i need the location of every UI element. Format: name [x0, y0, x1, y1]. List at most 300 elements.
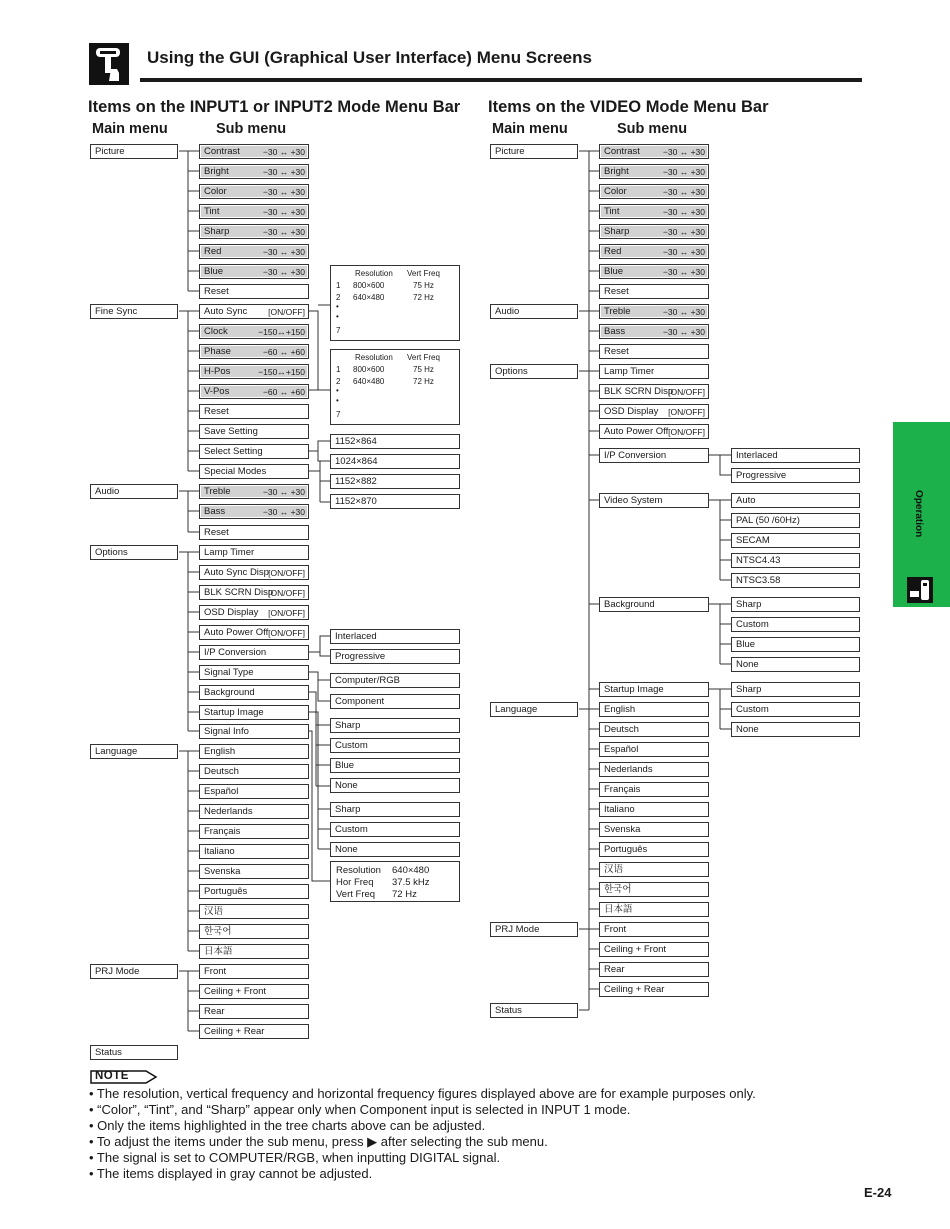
menu-item-label: 日本語	[604, 904, 633, 915]
menu-item-box	[599, 204, 709, 219]
resolution-column-label: Resolution	[355, 269, 393, 278]
menu-item-box	[731, 597, 860, 612]
menu-item-label: 日本語	[204, 946, 233, 957]
menu-item-label: H-Pos	[204, 366, 231, 377]
menu-item-range: −30 ↔ +30	[262, 167, 305, 177]
menu-item-label: Blue	[736, 639, 756, 650]
menu-item-box	[199, 1024, 309, 1039]
menu-item-label: Nederlands	[204, 806, 253, 817]
menu-item-label: None	[736, 659, 759, 670]
menu-item-box	[199, 444, 309, 459]
row-index: 7	[336, 410, 341, 419]
row-index: 2	[336, 377, 341, 386]
menu-item-range: −30 ↔ +30	[662, 187, 705, 197]
menu-item-box	[599, 982, 709, 997]
menu-item-box	[199, 864, 309, 879]
signal-info-box	[330, 861, 460, 902]
menu-item-label: I/P Conversion	[604, 450, 667, 461]
menu-item-label: Background	[204, 687, 255, 698]
menu-item-box	[90, 744, 178, 759]
menu-item-box	[599, 962, 709, 977]
note-item: • The signal is set to COMPUTER/RGB, when inputting DIGITAL signal.	[89, 1150, 501, 1165]
menu-item-label: Français	[204, 826, 241, 837]
menu-item-box	[731, 702, 860, 717]
resolution-value: 640×480	[353, 293, 385, 302]
menu-item-label: Video System	[604, 495, 663, 506]
note-item: • “Color”, “Tint”, and “Sharp” appear only when Component input is selected in INPUT 1 mode.	[89, 1102, 631, 1117]
menu-item-label: Language	[95, 746, 138, 757]
menu-item-box	[731, 553, 860, 568]
menu-item-label: Tint	[204, 206, 220, 217]
menu-item-box	[90, 144, 178, 159]
menu-item-box	[199, 984, 309, 999]
menu-item-label: Special Modes	[204, 466, 267, 477]
signal-info-label: Hor Freq	[336, 877, 374, 888]
menu-item-label: Português	[604, 844, 648, 855]
menu-item-label: Bright	[604, 166, 629, 177]
menu-item-box	[599, 493, 709, 508]
menu-item-label: Blue	[204, 266, 224, 277]
menu-item-box	[90, 545, 178, 560]
menu-item-label: Lamp Timer	[604, 366, 655, 377]
menu-item-label: None	[335, 844, 358, 855]
menu-item-box	[199, 384, 309, 399]
menu-item-label: Computer/RGB	[335, 675, 400, 686]
menu-item-label: Interlaced	[335, 631, 377, 642]
note-list	[89, 1086, 756, 1182]
signal-info-value: 37.5 kHz	[392, 877, 430, 888]
menu-item-box	[330, 494, 460, 509]
menu-item-label: Reset	[204, 286, 229, 297]
menu-item-box	[599, 164, 709, 179]
menu-item-box	[199, 164, 309, 179]
menu-item-range: −30 ↔ +30	[262, 207, 305, 217]
menu-item-box	[330, 778, 460, 793]
menu-item-box	[199, 705, 309, 720]
menu-item-label: Audio	[495, 306, 520, 317]
menu-item-box	[199, 404, 309, 419]
menu-item-box	[330, 649, 460, 664]
menu-item-label: Sharp	[335, 720, 361, 731]
menu-item-box	[199, 284, 309, 299]
menu-item-label: Treble	[604, 306, 631, 317]
menu-item-label: Background	[604, 599, 655, 610]
menu-item-box	[330, 629, 460, 644]
menu-item-box	[199, 224, 309, 239]
menu-item-range: −150↔+150	[258, 327, 305, 337]
menu-item-box	[199, 525, 309, 540]
menu-item-label: Red	[604, 246, 622, 257]
menu-item-label: Auto	[736, 495, 756, 506]
menu-item-label: English	[204, 746, 236, 757]
menu-item-box	[199, 924, 309, 939]
menu-item-box	[599, 424, 709, 439]
signal-info-label: Vert Freq	[336, 889, 376, 900]
menu-item-range: −30 ↔ +30	[262, 247, 305, 257]
menu-item-range: [ON/OFF]	[668, 407, 705, 417]
menu-item-label: 汉语	[604, 864, 624, 875]
ellipsis-dot: •	[336, 312, 339, 321]
menu-item-range: −30 ↔ +30	[662, 227, 705, 237]
vert-freq-column-label: Vert Freq	[407, 269, 440, 278]
menu-item-box	[330, 802, 460, 817]
left-section-title: Items on the INPUT1 or INPUT2 Mode Menu Bar	[88, 98, 461, 116]
menu-item-label: Picture	[95, 146, 125, 157]
menu-item-label: Language	[495, 704, 538, 715]
menu-item-box	[599, 244, 709, 259]
menu-item-box	[599, 597, 709, 612]
menu-item-label: Deutsch	[204, 766, 239, 777]
menu-item-label: I/P Conversion	[204, 647, 267, 658]
menu-item-label: Progressive	[736, 470, 787, 481]
menu-item-box	[90, 484, 178, 499]
menu-item-label: Custom	[335, 740, 368, 751]
menu-item-box	[199, 585, 309, 600]
menu-item-label: OSD Display	[204, 607, 259, 618]
menu-item-label: 1024×864	[335, 456, 378, 467]
menu-item-box	[90, 964, 178, 979]
menu-item-label: Startup Image	[204, 707, 264, 718]
menu-item-label: 汉语	[204, 906, 224, 917]
menu-item-box	[490, 144, 578, 159]
page-number: E-24	[864, 1185, 892, 1200]
menu-item-box	[199, 645, 309, 660]
menu-item-label: Français	[604, 784, 641, 795]
vert-freq-value: 75 Hz	[413, 365, 434, 374]
menu-item-box	[199, 344, 309, 359]
menu-item-box	[199, 625, 309, 640]
menu-item-box	[599, 448, 709, 463]
menu-item-box	[199, 605, 309, 620]
menu-item-box	[199, 504, 309, 519]
menu-item-label: NTSC4.43	[736, 555, 781, 566]
menu-item-box	[490, 922, 578, 937]
menu-item-label: Auto Power Off	[604, 426, 669, 437]
menu-item-box	[731, 682, 860, 697]
menu-item-label: Contrast	[604, 146, 640, 157]
menu-item-box	[199, 724, 309, 739]
menu-item-box	[599, 762, 709, 777]
menu-item-range: −30 ↔ +30	[662, 327, 705, 337]
menu-item-box	[199, 304, 309, 319]
menu-item-box	[330, 758, 460, 773]
resolution-value: 800×600	[353, 281, 385, 290]
menu-item-box	[199, 1004, 309, 1019]
menu-item-box	[199, 184, 309, 199]
menu-item-box	[199, 744, 309, 759]
menu-item-label: Color	[204, 186, 227, 197]
menu-item-box	[731, 468, 860, 483]
menu-item-range: −60 ↔ +60	[262, 387, 305, 397]
signal-info-label: Resolution	[336, 865, 381, 876]
menu-item-label: Auto Power Off	[204, 627, 269, 638]
menu-item-label: Options	[95, 547, 128, 558]
menu-item-box	[199, 264, 309, 279]
menu-item-label: Front	[204, 966, 227, 977]
menu-item-box	[90, 304, 178, 319]
note-item: • To adjust the items under the sub menu, press ▶ after selecting the sub menu.	[89, 1134, 548, 1149]
menu-item-label: Interlaced	[736, 450, 778, 461]
menu-item-label: OSD Display	[604, 406, 659, 417]
menu-item-label: Español	[604, 744, 639, 755]
menu-item-label: Svenska	[604, 824, 641, 835]
menu-item-box	[731, 637, 860, 652]
menu-item-label: Select Setting	[204, 446, 263, 457]
menu-item-range: −30 ↔ +30	[262, 227, 305, 237]
menu-item-box	[490, 702, 578, 717]
ellipsis-dot: •	[336, 386, 339, 395]
menu-item-box	[599, 822, 709, 837]
menu-item-range: −30 ↔ +30	[262, 487, 305, 497]
menu-item-label: Bass	[204, 506, 226, 517]
menu-item-label: Italiano	[604, 804, 635, 815]
menu-item-range: [ON/OFF]	[668, 387, 705, 397]
menu-item-range: −30 ↔ +30	[262, 187, 305, 197]
menu-item-label: Save Setting	[204, 426, 258, 437]
note-item: • The resolution, vertical frequency and horizontal frequency figures displayed above are for example purposes only.	[89, 1086, 756, 1101]
resolution-column-label: Resolution	[355, 353, 393, 362]
menu-item-label: PRJ Mode	[495, 924, 540, 935]
menu-item-box	[199, 144, 309, 159]
menu-item-box	[731, 617, 860, 632]
menu-item-label: Blue	[604, 266, 624, 277]
menu-item-box	[199, 484, 309, 499]
menu-item-label: Auto Sync Disp	[204, 567, 269, 578]
menu-item-box	[731, 533, 860, 548]
menu-item-label: Color	[604, 186, 627, 197]
menu-item-label: Nederlands	[604, 764, 653, 775]
ellipsis-dot: •	[336, 396, 339, 405]
row-index: 7	[336, 326, 341, 335]
menu-item-box	[199, 424, 309, 439]
menu-item-box	[599, 284, 709, 299]
menu-item-label: Custom	[335, 824, 368, 835]
menu-item-label: Svenska	[204, 866, 241, 877]
menu-item-label: Reset	[604, 346, 629, 357]
left-main-menu-heading: Main menu	[92, 121, 168, 137]
menu-item-label: English	[604, 704, 636, 715]
menu-item-box	[199, 844, 309, 859]
menu-item-label: Signal Info	[204, 726, 249, 737]
menu-item-box	[599, 364, 709, 379]
menu-item-label: Progressive	[335, 651, 386, 662]
menu-item-label: Bright	[204, 166, 229, 177]
right-section-title: Items on the VIDEO Mode Menu Bar	[488, 98, 769, 116]
menu-item-box	[599, 384, 709, 399]
menu-item-label: Status	[95, 1047, 122, 1058]
menu-item-box	[199, 904, 309, 919]
menu-item-range: −30 ↔ +30	[662, 307, 705, 317]
menu-item-box	[599, 862, 709, 877]
row-index: 2	[336, 293, 341, 302]
menu-item-range: [ON/OFF]	[268, 608, 305, 618]
menu-item-box	[90, 1045, 178, 1060]
row-index: 1	[336, 281, 341, 290]
menu-item-box	[330, 434, 460, 449]
menu-item-box	[199, 884, 309, 899]
menu-item-label: Reset	[604, 286, 629, 297]
resolution-value: 640×480	[353, 377, 385, 386]
menu-item-label: Fine Sync	[95, 306, 138, 317]
menu-item-box	[199, 324, 309, 339]
menu-item-box	[599, 842, 709, 857]
menu-item-label: Front	[604, 924, 627, 935]
menu-item-label: Ceiling + Rear	[604, 984, 665, 995]
menu-item-range: −30 ↔ +30	[662, 267, 705, 277]
menu-item-label: Picture	[495, 146, 525, 157]
menu-item-box	[199, 764, 309, 779]
vert-freq-value: 75 Hz	[413, 281, 434, 290]
note-item: • Only the items highlighted in the tree charts above can be adjusted.	[89, 1118, 486, 1133]
menu-item-box	[330, 738, 460, 753]
menu-item-box	[599, 344, 709, 359]
menu-item-label: V-Pos	[204, 386, 230, 397]
menu-item-label: Sharp	[335, 804, 361, 815]
menu-item-box	[599, 882, 709, 897]
menu-item-label: Auto Sync	[204, 306, 248, 317]
menu-item-box	[199, 944, 309, 959]
menu-item-range: [ON/OFF]	[268, 568, 305, 578]
menu-item-label: Ceiling + Front	[604, 944, 667, 955]
menu-item-box	[330, 474, 460, 489]
menu-item-box	[599, 722, 709, 737]
menu-item-box	[599, 324, 709, 339]
menu-item-label: Rear	[204, 1006, 225, 1017]
menu-item-box	[731, 448, 860, 463]
menu-item-box	[599, 942, 709, 957]
menu-item-label: Ceiling + Rear	[204, 1026, 265, 1037]
menu-item-label: Sharp	[736, 684, 762, 695]
ellipsis-dot: •	[336, 302, 339, 311]
menu-item-label: Sharp	[736, 599, 762, 610]
menu-item-range: −150↔+150	[258, 367, 305, 377]
menu-item-box	[731, 493, 860, 508]
menu-item-label: PAL (50 /60Hz)	[736, 515, 800, 526]
menu-item-range: −30 ↔ +30	[662, 207, 705, 217]
menu-item-label: Blue	[335, 760, 355, 771]
menu-item-box	[599, 224, 709, 239]
menu-item-box	[330, 842, 460, 857]
menu-item-box	[599, 264, 709, 279]
menu-item-label: Rear	[604, 964, 625, 975]
menu-item-range: −60 ↔ +60	[262, 347, 305, 357]
menu-item-range: −30 ↔ +30	[262, 147, 305, 157]
menu-item-label: BLK SCRN Disp	[604, 386, 674, 397]
menu-item-box	[199, 824, 309, 839]
menu-item-label: Signal Type	[204, 667, 254, 678]
menu-item-range: −30 ↔ +30	[662, 167, 705, 177]
menu-item-range: −30 ↔ +30	[262, 507, 305, 517]
menu-item-range: −30 ↔ +30	[262, 267, 305, 277]
vert-freq-column-label: Vert Freq	[407, 353, 440, 362]
menu-item-label: Bass	[604, 326, 626, 337]
menu-item-label: None	[736, 724, 759, 735]
row-index: 1	[336, 365, 341, 374]
menu-item-box	[731, 573, 860, 588]
menu-item-label: PRJ Mode	[95, 966, 140, 977]
menu-item-box	[330, 822, 460, 837]
menu-item-box	[199, 685, 309, 700]
note-item: • The items displayed in gray cannot be adjusted.	[89, 1166, 373, 1181]
menu-item-label: Red	[204, 246, 222, 257]
menu-item-label: Español	[204, 786, 239, 797]
menu-item-box	[330, 718, 460, 733]
menu-item-range: [ON/OFF]	[268, 307, 305, 317]
menu-item-range: −30 ↔ +30	[662, 147, 705, 157]
menu-item-label: Contrast	[204, 146, 240, 157]
menu-item-label: Reset	[204, 406, 229, 417]
menu-item-box	[599, 682, 709, 697]
menu-item-label: Sharp	[604, 226, 630, 237]
menu-item-label: Status	[495, 1005, 522, 1016]
menu-item-label: Sharp	[204, 226, 230, 237]
menu-item-box	[199, 964, 309, 979]
menu-item-label: Lamp Timer	[204, 547, 255, 558]
menu-item-label: 1152×870	[335, 496, 377, 507]
menu-item-label: Custom	[736, 704, 769, 715]
menu-item-box	[199, 665, 309, 680]
menu-item-label: Phase	[204, 346, 231, 357]
menu-item-label: Reset	[204, 527, 229, 538]
menu-item-box	[490, 304, 578, 319]
menu-item-box	[599, 404, 709, 419]
menu-item-box	[199, 464, 309, 479]
menu-item-box	[599, 144, 709, 159]
menu-item-box	[199, 804, 309, 819]
menu-item-box	[599, 802, 709, 817]
menu-item-box	[599, 702, 709, 717]
resolution-table-2	[330, 349, 460, 425]
page-title: Using the GUI (Graphical User Interface) Menu Screens	[147, 48, 592, 67]
menu-item-label: Português	[204, 886, 248, 897]
menu-item-label: BLK SCRN Disp	[204, 587, 274, 598]
menu-item-label: Treble	[204, 486, 231, 497]
menu-item-box	[199, 784, 309, 799]
menu-item-label: NTSC3.58	[736, 575, 781, 586]
menu-item-label: Deutsch	[604, 724, 639, 735]
menu-item-box	[599, 184, 709, 199]
menu-item-label: Tint	[604, 206, 620, 217]
signal-info-value: 72 Hz	[392, 889, 417, 900]
menu-item-label: SECAM	[736, 535, 770, 546]
menu-item-label: Ceiling + Front	[204, 986, 267, 997]
menu-item-label: Clock	[204, 326, 228, 337]
menu-item-label: Startup Image	[604, 684, 664, 695]
menu-item-box	[330, 673, 460, 688]
remote-hand-icon	[907, 577, 933, 603]
right-main-menu-heading: Main menu	[492, 121, 568, 137]
resolution-value: 800×600	[353, 365, 385, 374]
menu-item-label: Audio	[95, 486, 120, 497]
menu-item-box	[599, 782, 709, 797]
menu-item-label: None	[335, 780, 358, 791]
menu-item-box	[199, 244, 309, 259]
menu-item-box	[199, 364, 309, 379]
menu-item-box	[490, 364, 578, 379]
menu-item-box	[731, 513, 860, 528]
menu-item-label: 1152×882	[335, 476, 377, 487]
menu-item-range: −30 ↔ +30	[662, 247, 705, 257]
menu-item-box	[199, 565, 309, 580]
vert-freq-value: 72 Hz	[413, 377, 434, 386]
menu-item-box	[731, 657, 860, 672]
menu-item-box	[599, 742, 709, 757]
menu-item-box	[330, 694, 460, 709]
menu-item-box	[599, 304, 709, 319]
menu-item-box	[599, 922, 709, 937]
menu-item-range: [ON/OFF]	[268, 588, 305, 598]
vert-freq-value: 72 Hz	[413, 293, 434, 302]
